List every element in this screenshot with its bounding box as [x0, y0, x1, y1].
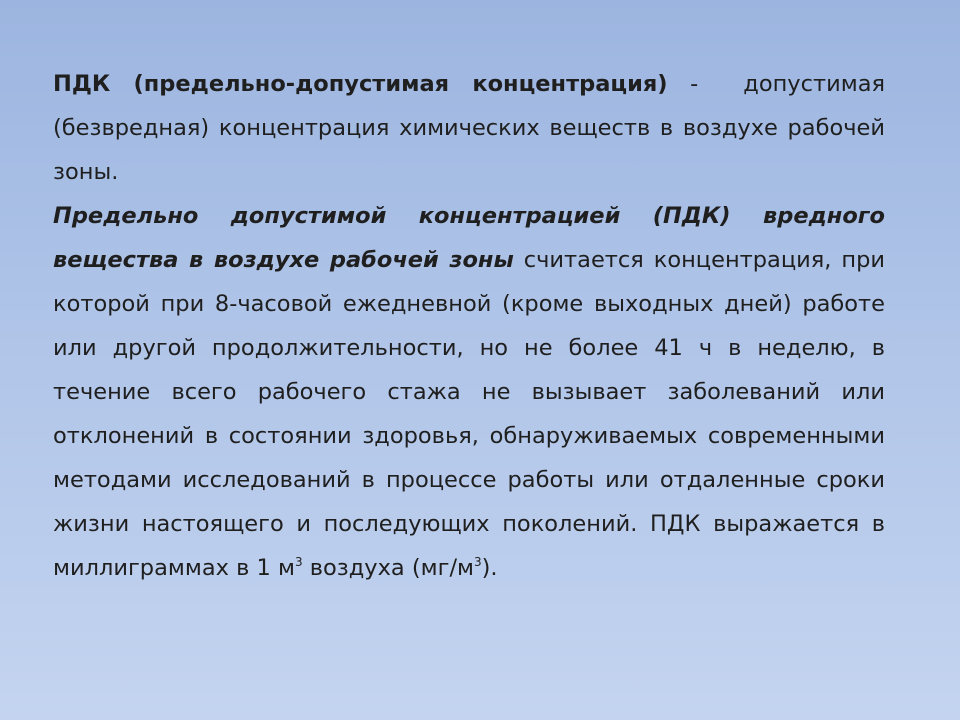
unit-exponent: 3 — [294, 555, 303, 569]
definition-text-1: допустимая (безвредная) концентрация химических веществ в воздухе рабочей зоны. — [53, 71, 886, 185]
unit-prefix: в 1 м — [236, 555, 295, 581]
unit-exponent-2: 3 — [474, 555, 482, 569]
term-dash: - — [690, 71, 699, 97]
term-pdk: ПДК (предельно-допустимая концентрация) — [53, 71, 668, 97]
term-pdk-full: Предельно допустимой концентрацией (ПДК) вредного вещества в воздухе рабочей зоны — [53, 203, 885, 273]
definition-paragraph-1 — [53, 62, 885, 194]
slide-content — [53, 62, 885, 590]
definition-text-2: считается концентрация, при которой при 8-часовой ежедневной (кроме выходных дней) работе или другой продолжительности, но не более 41 ч в неделю, в течение всего рабочего стажа не вызывает заболеваний или отклонений в состоянии здоровья, обнаруживаемых современными методами исследований в процессе работы или отдаленные сроки жизни настоящего и последующих поколений. ПДК выражается в миллиграммах — [53, 247, 885, 581]
unit-end: ). — [481, 555, 498, 581]
definition-paragraph-2 — [53, 194, 885, 590]
unit-middle: воздуха (мг/м — [309, 555, 474, 581]
